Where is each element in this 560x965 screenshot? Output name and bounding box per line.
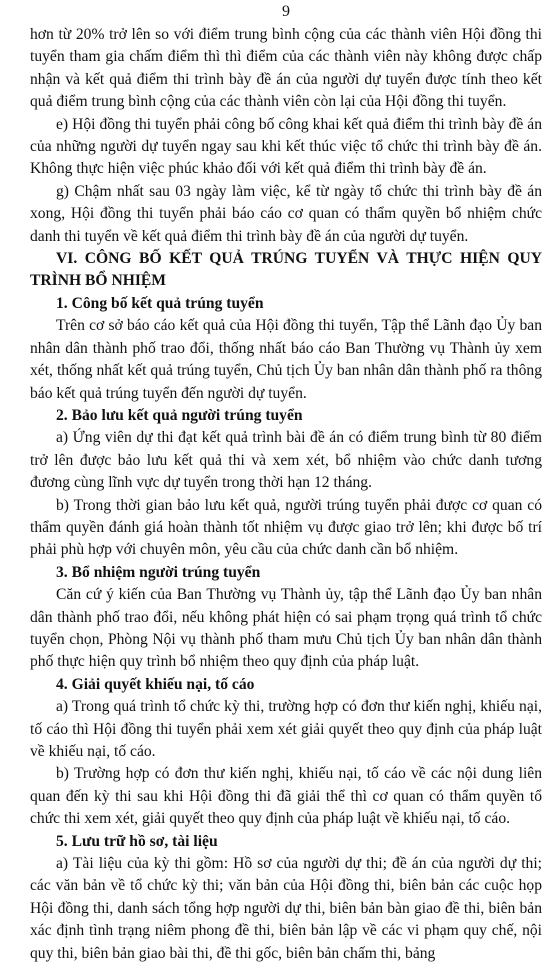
subheading: 3. Bổ nhiệm người trúng tuyển <box>56 563 261 581</box>
paragraph: a) Tài liệu của kỳ thi gồm: Hồ sơ của người dự thi; đề án của người dự thi; các văn bản về tổ chức kỳ thi; văn bản của Hội đồng thi, biên bản các cuộc họp Hội đồng thi, danh sách tổng hợp người dự thi, biên bản bàn giao đề thi, biên bản xác định tình trạng niêm phong đề thi, biên bản lập về các vi phạm quy chế, nội quy thi, biên bản giao bài thi, đề thi gốc, biên bản chấm thi, bảng <box>30 855 542 962</box>
paragraph: Trên cơ sở báo cáo kết quả của Hội đồng thi tuyển, Tập thể Lãnh đạo Ủy ban nhân dân thành phố trao đổi, thống nhất báo cáo Ban Thường vụ Thành ủy xem xét, thống nhất kết quả trúng tuyển, Chủ tịch Ủy ban nhân dân thành phố ra thông báo kết quả trúng tuyển đến người dự tuyển. <box>30 317 542 402</box>
paragraph: Căn cứ ý kiến của Ban Thường vụ Thành ủy, tập thể Lãnh đạo Ủy ban nhân dân thành phố trao đổi, nếu không phát hiện có sai phạm trọng quá trình tổ chức tuyển chọn, Phòng Nội vụ thành phố tham mưu Chủ tịch Ủy ban nhân dân thành phố thực hiện quy trình bổ nhiệm theo quy định của pháp luật. <box>30 586 542 671</box>
paragraph: b) Trong thời gian bảo lưu kết quả, người trúng tuyển phải được cơ quan có thẩm quyền đánh giá hoàn thành tốt nhiệm vụ được giao trở lên; khi được bố trí phải phù hợp với chuyên môn, yêu cầu của chức danh cần bổ nhiệm. <box>30 496 542 559</box>
paragraph: hơn từ 20% trở lên so với điểm trung bình cộng của các thành viên Hội đồng thi tuyển tham gia chấm điểm thì thì điểm của các thành viên này không được chấp nhận và kết quả điểm thi trình bày đề án của người dự tuyển được tính theo kết quả điểm trung bình cộng của các thành viên còn lại của Hội đồng thi tuyển. <box>30 26 542 111</box>
subheading: 1. Công bố kết quả trúng tuyển <box>56 294 264 312</box>
paragraph: a) Trong quá trình tổ chức kỳ thi, trường hợp có đơn thư kiến nghị, khiếu nại, tố cáo thì Hội đồng thi tuyển phải xem xét giải quyết theo quy định của pháp luật về khiếu nại, tố cáo. <box>30 698 542 760</box>
paragraph: g) Chậm nhất sau 03 ngày làm việc, kể từ ngày tổ chức thi trình bày đề án xong, Hội đồng thi tuyển phải báo cáo cơ quan có thẩm quyền bổ nhiệm chức danh thi tuyển về kết quả điểm thi trình bày đề án của người dự tuyển. <box>30 182 542 245</box>
subheading: 2. Bảo lưu kết quả người trúng tuyển <box>56 406 303 424</box>
paragraph: b) Trường hợp có đơn thư kiến nghị, khiếu nại, tố cáo về các nội dung liên quan đến kỳ thi sau khi Hội đồng thi đã giải thể thì cơ quan có thẩm quyền tổ chức thi xem xét, giải quyết theo quy định của pháp luật về khiếu nại, tố cáo. <box>30 765 542 828</box>
page-number: 9 <box>282 3 290 20</box>
section-heading: VI. CÔNG BỐ KẾT QUẢ TRÚNG TUYỂN VÀ THỰC HIỆN QUY TRÌNH BỔ NHIỆM <box>30 250 542 290</box>
subheading: 5. Lưu trữ hồ sơ, tài liệu <box>56 832 218 850</box>
paragraph: e) Hội đồng thi tuyển phải công bố công khai kết quả điểm thi trình bày đề án của những người dự tuyển ngay sau khi kết thúc việc tổ chức thi trình bày đề án. Không thực hiện việc phúc khảo đối với kết quả điểm thi trình bày đề án. <box>30 115 542 178</box>
subheading: 4. Giải quyết khiếu nại, tố cáo <box>56 675 255 693</box>
paragraph: a) Ứng viên dự thi đạt kết quả trình bài đề án có điểm trung bình từ 80 điểm trở lên được bảo lưu kết quả thi và xem xét, bổ nhiệm vào chức danh tương đương cùng lĩnh vực dự tuyển trong thời hạn 12 tháng. <box>30 429 542 492</box>
